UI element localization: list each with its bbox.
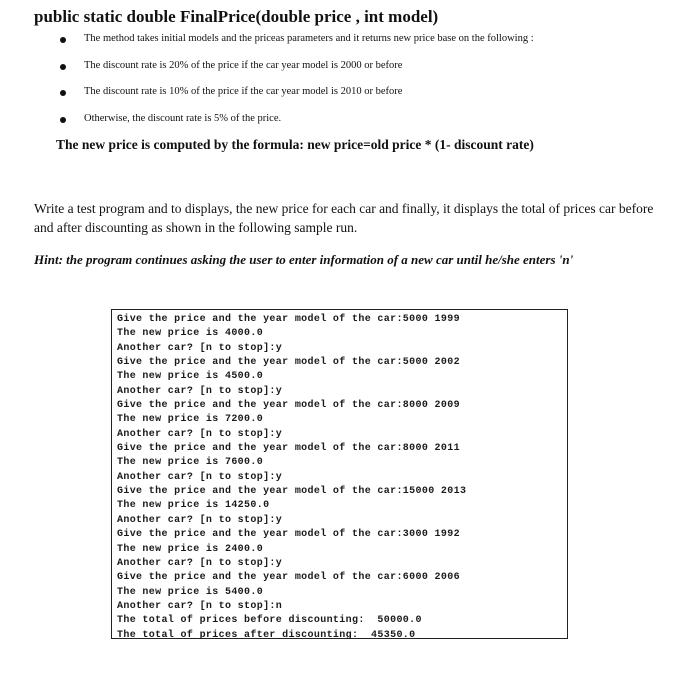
bullet-icon xyxy=(60,90,66,96)
console-line: The new price is 2400.0 xyxy=(117,543,264,555)
console-line: Another car? [n to stop]:y xyxy=(117,342,283,354)
instructions-paragraph: Write a test program and to displays, the new price for each car and finally, it displays the total of prices car before and after discounting as shown in the following sample run. xyxy=(34,201,654,235)
console-line: Give the price and the year model of the car:15000 2013 xyxy=(117,486,467,498)
rule-text: Otherwise, the discount rate is 5% of the price. xyxy=(84,113,282,124)
console-line: Give the price and the year model of the car:8000 2011 xyxy=(117,443,460,455)
console-line: Another car? [n to stop]:y xyxy=(117,385,283,397)
price-formula: The new price is computed by the formula: new price=old price * (1- discount rate) xyxy=(56,137,534,152)
console-line: The new price is 5400.0 xyxy=(117,586,264,598)
console-line: Another car? [n to stop]:y xyxy=(117,514,283,526)
console-line: The new price is 4000.0 xyxy=(117,328,264,340)
console-line: The new price is 7600.0 xyxy=(117,457,264,469)
console-line: Another car? [n to stop]:y xyxy=(117,428,283,440)
bullet-icon xyxy=(60,37,66,43)
console-line: Give the price and the year model of the car:5000 2002 xyxy=(117,357,460,369)
method-signature-title: public static double FinalPrice(double price , int model) xyxy=(34,7,439,26)
console-line: Give the price and the year model of the car:8000 2009 xyxy=(117,400,460,412)
console-line: Another car? [n to stop]:y xyxy=(117,557,283,569)
console-line: The total of prices before discounting: 50000.0 xyxy=(117,615,422,627)
console-line: The new price is 7200.0 xyxy=(117,414,264,426)
rule-text: The discount rate is 20% of the price if the car year model is 2000 or before xyxy=(84,60,403,71)
console-line: Give the price and the year model of the car:3000 1992 xyxy=(117,529,460,541)
sample-run-console xyxy=(111,309,568,639)
bullet-icon xyxy=(60,64,66,70)
console-line: The new price is 14250.0 xyxy=(117,500,270,512)
rule-text: The method takes initial models and the priceas parameters and it returns new price base on the following : xyxy=(84,33,534,44)
console-line: Give the price and the year model of the car:6000 2006 xyxy=(117,572,460,584)
console-line: The new price is 4500.0 xyxy=(117,371,264,383)
hint-text: Hint: the program continues asking the user to enter information of a new car until he/she enters 'n' xyxy=(34,252,574,267)
console-line: The total of prices after discounting: 45350.0 xyxy=(117,629,416,641)
rule-text: The discount rate is 10% of the price if the car year model is 2010 or before xyxy=(84,86,403,97)
bullet-icon xyxy=(60,117,66,123)
console-line: Give the price and the year model of the car:5000 1999 xyxy=(117,314,460,325)
console-line: Another car? [n to stop]:y xyxy=(117,471,283,483)
console-line: Another car? [n to stop]:n xyxy=(117,600,283,612)
